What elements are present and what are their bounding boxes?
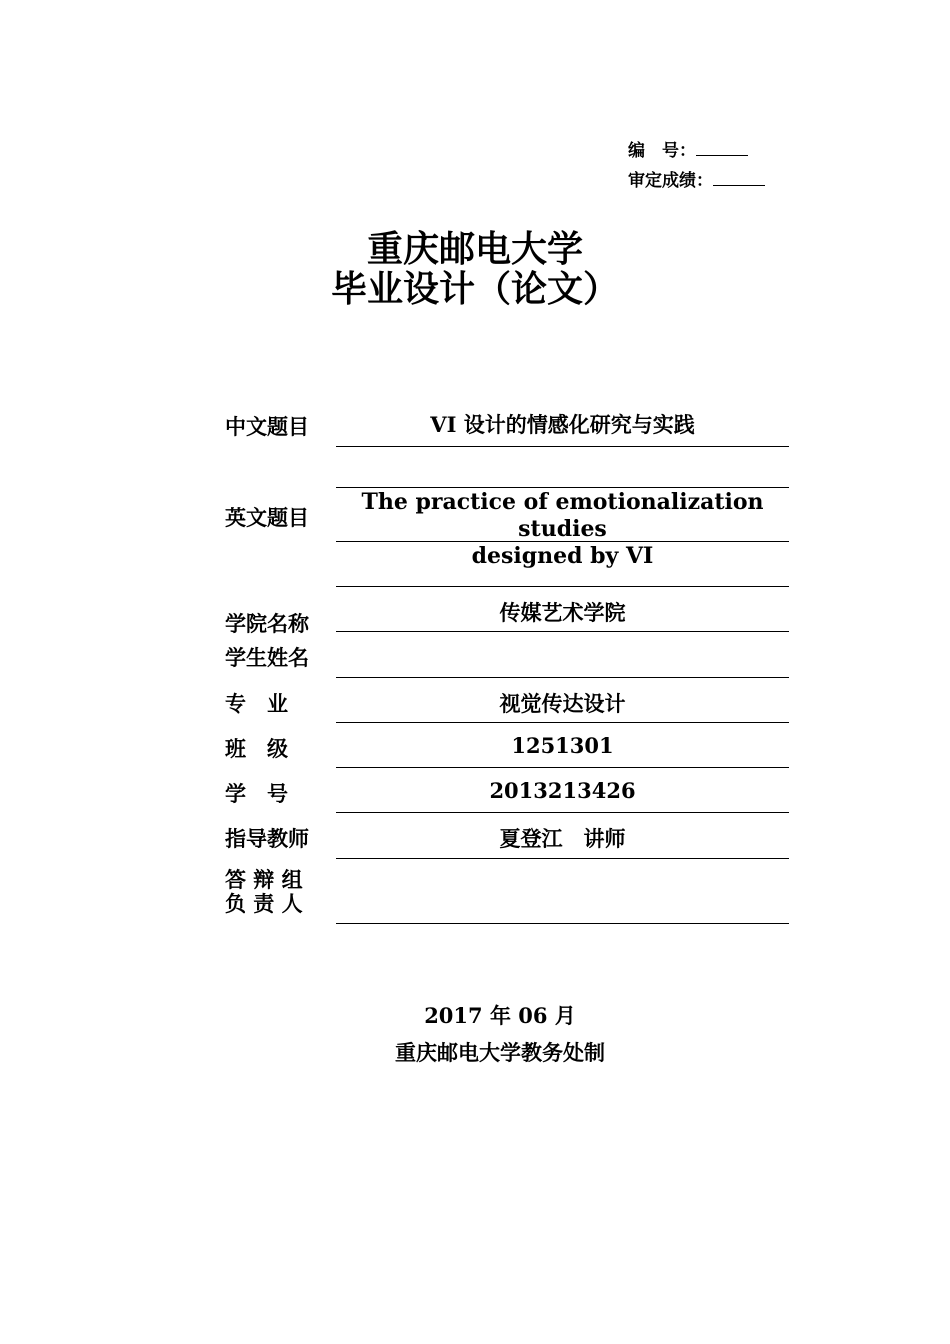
- class-value: 1251301: [511, 733, 614, 758]
- university-title: 重庆邮电大学: [366, 228, 583, 270]
- serial-number-field: [628, 136, 748, 161]
- divider-line: [336, 923, 789, 924]
- college-label: 学院名称: [225, 611, 309, 636]
- student-id-label: 学 号: [225, 781, 288, 806]
- document-subtitle: 毕业设计（论文）: [330, 268, 619, 310]
- college-value: 传媒艺术学院: [499, 600, 626, 625]
- divider-line: [336, 487, 789, 488]
- major-label: 专 业: [225, 691, 288, 716]
- divider-line: [336, 541, 789, 542]
- divider-line: [336, 812, 789, 813]
- english-title-line2: designed by VI: [471, 543, 654, 569]
- student-id-value: 2013213426: [489, 778, 636, 803]
- divider-line: [336, 767, 789, 768]
- english-title-value: [336, 489, 789, 570]
- divider-line: [336, 631, 789, 632]
- advisor-value: 夏登江 讲师: [499, 826, 626, 851]
- student-name-label: 学生姓名: [225, 645, 309, 670]
- issue-date: 2017 年 06 月: [424, 1003, 576, 1028]
- serial-number-blank: [696, 141, 748, 156]
- grade-label: 审定成绩：: [628, 171, 713, 191]
- class-label: 班 级: [225, 736, 288, 761]
- english-title-line1: The practice of emotionalization studies: [361, 489, 764, 542]
- defense-head-label-line2: 负 责 人: [225, 891, 303, 916]
- divider-line: [336, 586, 789, 587]
- divider-line: [336, 446, 789, 447]
- english-title-label: 英文题目: [225, 505, 309, 530]
- grade-field: [628, 166, 765, 191]
- defense-head-label-line1: 答 辩 组: [225, 867, 303, 892]
- divider-line: [336, 677, 789, 678]
- chinese-title-label: 中文题目: [225, 414, 309, 439]
- grade-blank: [713, 171, 765, 186]
- divider-line: [336, 858, 789, 859]
- divider-line: [336, 722, 789, 723]
- advisor-label: 指导教师: [225, 826, 309, 851]
- serial-number-label: 编 号：: [628, 141, 696, 161]
- chinese-title-value: VI 设计的情感化研究与实践: [430, 412, 695, 437]
- major-value: 视觉传达设计: [499, 691, 626, 716]
- defense-head-label: [225, 868, 303, 916]
- issuing-office: 重庆邮电大学教务处制: [395, 1040, 605, 1065]
